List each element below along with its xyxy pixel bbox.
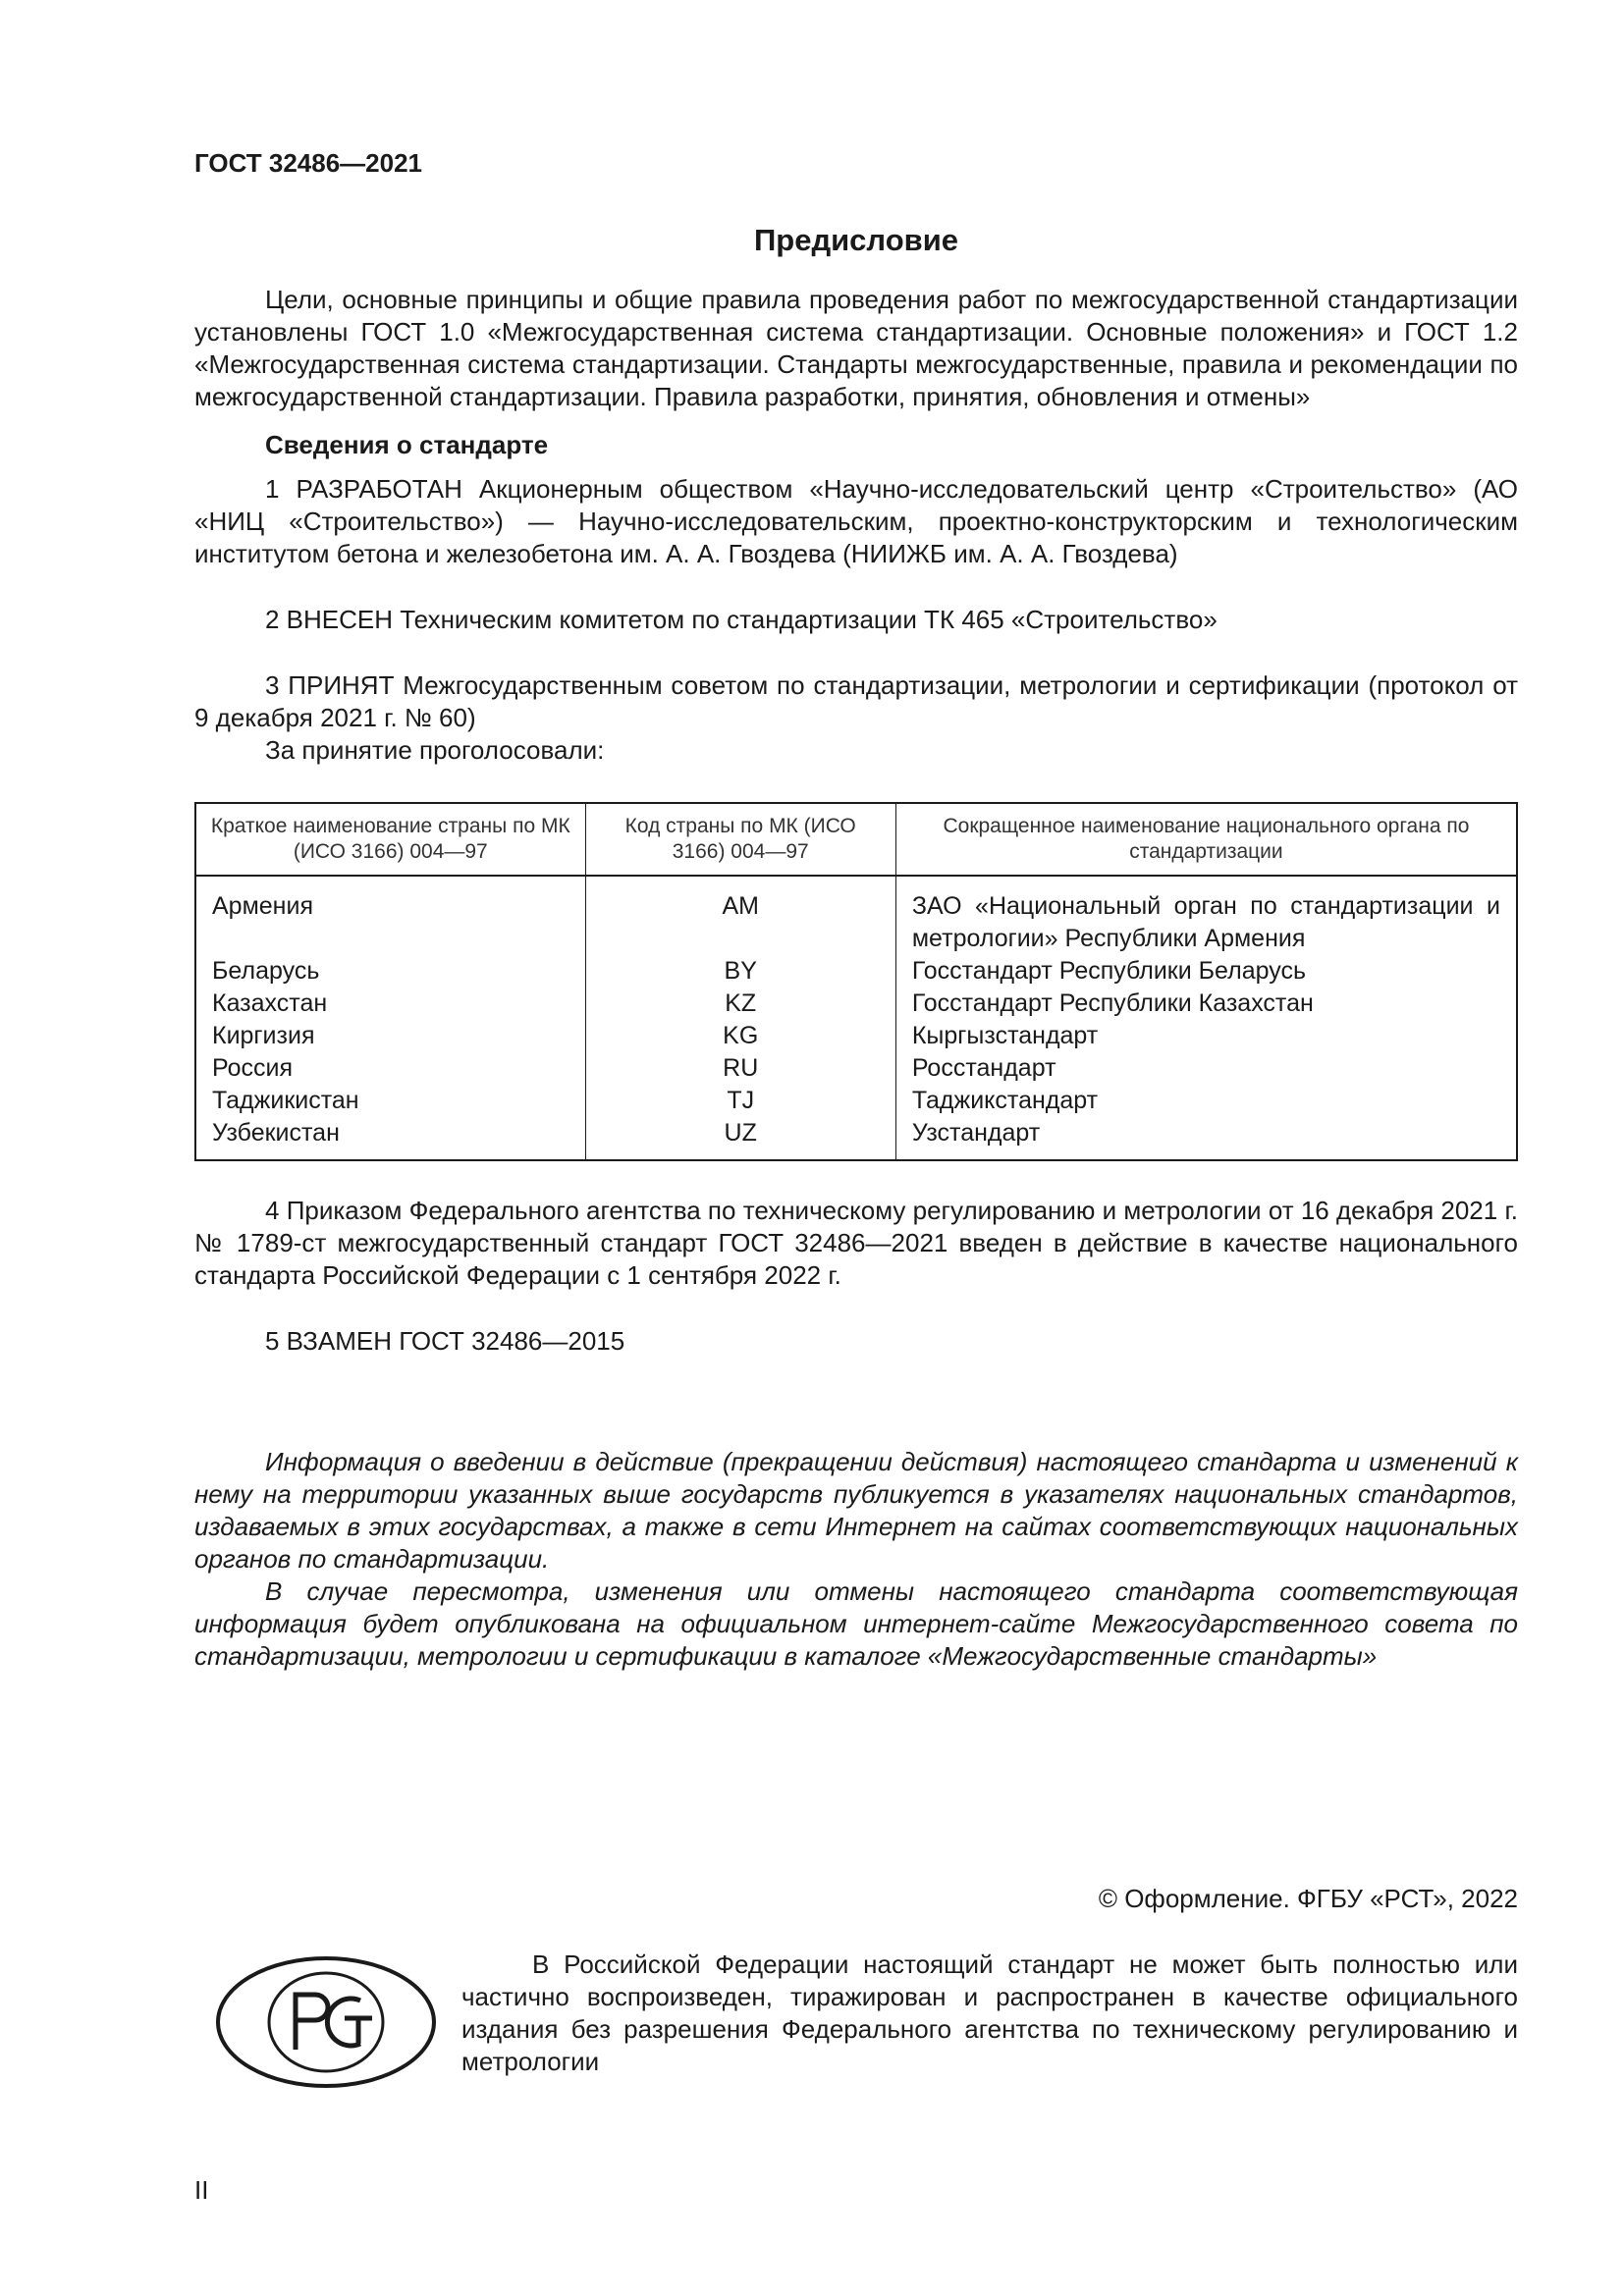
table-header-row (195, 803, 1517, 876)
organization-cell: Росстандарт (895, 1052, 1517, 1085)
table-row (195, 1117, 1517, 1160)
copyright-line: © Оформление. ФГБУ «РСТ», 2022 (1098, 1884, 1518, 1913)
table-row (195, 988, 1517, 1020)
country-cell: Узбекистан (195, 1117, 585, 1160)
code-cell: RU (585, 1052, 895, 1085)
document-id: ГОСТ 32486—2021 (194, 148, 422, 178)
item-adopted: 3 ПРИНЯТ Межгосударственным советом по стандартизации, метрологии и сертификации (протокол от 9 декабря 2021 г. № 60) (194, 670, 1518, 732)
item-developed: 1 РАЗРАБОТАН Акционерным обществом «Научно-исследовательский центр «Строительство» (АО «НИЦ «Строительство») — Научно-исследовательским, проектно-конструкторским и технологическим институтом бетона и железобетона им. А. А. Гвоздева (НИИЖБ им. А. А. Гвоздева) (194, 474, 1518, 568)
item-replaces: 5 ВЗАМЕН ГОСТ 32486—2015 (265, 1326, 625, 1356)
standard-info-heading: Сведения о стандарте (265, 430, 549, 459)
voting-members-table (194, 802, 1518, 1161)
rights-notice: В Российской Федерации настоящий стандарт не может быть полностью или частично воспроизведен, тиражирован и распространен в качестве официального издания без разрешения Федерального агентства по техническому регулированию и метрологии (461, 1949, 1518, 2076)
country-cell: Россия (195, 1052, 585, 1085)
code-cell: BY (585, 955, 895, 988)
page-number: II (194, 2175, 209, 2205)
rst-logo-icon (213, 1953, 439, 2091)
country-cell: Казахстан (195, 988, 585, 1020)
column-header-organization: Сокращенное наименование национального органа по стандартизации (895, 803, 1517, 876)
notice-paragraph-1: Информация о введении в действие (прекращении действия) настоящего стандарта и изменений к нему на территории указанных выше государств публикуется в указателях национальных стандартов, издаваемых в этих государствах, а также в сети Интернет на сайтах соответствующих национальных органов по стандартизации. (194, 1447, 1518, 1574)
organization-cell: Госстандарт Республики Казахстан (895, 988, 1517, 1020)
code-cell: KZ (585, 988, 895, 1020)
table-row (195, 955, 1517, 988)
publication-notice (194, 1446, 1518, 1673)
notice-paragraph-2: В случае пересмотра, изменения или отмены настоящего стандарта соответствующая информация будет опубликована на официальном интернет-сайте Межгосударственного совета по стандартизации, метрологии и сертификации в каталоге «Межгосударственные стандарты» (194, 1576, 1518, 1671)
organization-cell: Таджикстандарт (895, 1085, 1517, 1117)
voted-label: За принятие проголосовали: (265, 735, 605, 765)
intro-paragraph: Цели, основные принципы и общие правила проведения работ по межгосударственной стандартизации установлены ГОСТ 1.0 «Межгосударственная система стандартизации. Основные положения» и ГОСТ 1.2 «Межгосударственная система стандартизации. Стандарты межгосударственные, правила и рекомендации по межгосударственной стандартизации. Правила разработки, принятия, обновления и отмены» (194, 285, 1518, 411)
code-cell: AM (585, 876, 895, 955)
page-title: Предисловие (753, 223, 958, 257)
organization-cell: ЗАО «Национальный орган по стандартизации и метрологии» Республики Армения (895, 876, 1517, 955)
organization-cell: Узстандарт (895, 1117, 1517, 1160)
item-order: 4 Приказом Федерального агентства по техническому регулированию и метрологии от 16 декабря 2021 г. № 1789-ст межгосударственный стандарт ГОСТ 32486—2021 введен в действие в качестве национального стандарта Российской Федерации с 1 сентября 2022 г. (194, 1196, 1518, 1290)
country-cell: Таджикистан (195, 1085, 585, 1117)
country-cell: Беларусь (195, 955, 585, 988)
organization-cell: Кыргызстандарт (895, 1020, 1517, 1052)
column-header-code: Код страны по МК (ИСО 3166) 004—97 (585, 803, 895, 876)
table-row (195, 876, 1517, 955)
code-cell: UZ (585, 1117, 895, 1160)
page-body (194, 221, 1518, 1673)
code-cell: TJ (585, 1085, 895, 1117)
table-row (195, 1052, 1517, 1085)
table-row (195, 1020, 1517, 1052)
code-cell: KG (585, 1020, 895, 1052)
column-header-country: Краткое наименование страны по МК (ИСО 3166) 004—97 (195, 803, 585, 876)
organization-cell: Госстандарт Республики Беларусь (895, 955, 1517, 988)
table-row (195, 1085, 1517, 1117)
item-introduced: 2 ВНЕСЕН Техническим комитетом по стандартизации ТК 465 «Строительство» (265, 605, 1218, 634)
country-cell: Киргизия (195, 1020, 585, 1052)
country-cell: Армения (195, 876, 585, 955)
